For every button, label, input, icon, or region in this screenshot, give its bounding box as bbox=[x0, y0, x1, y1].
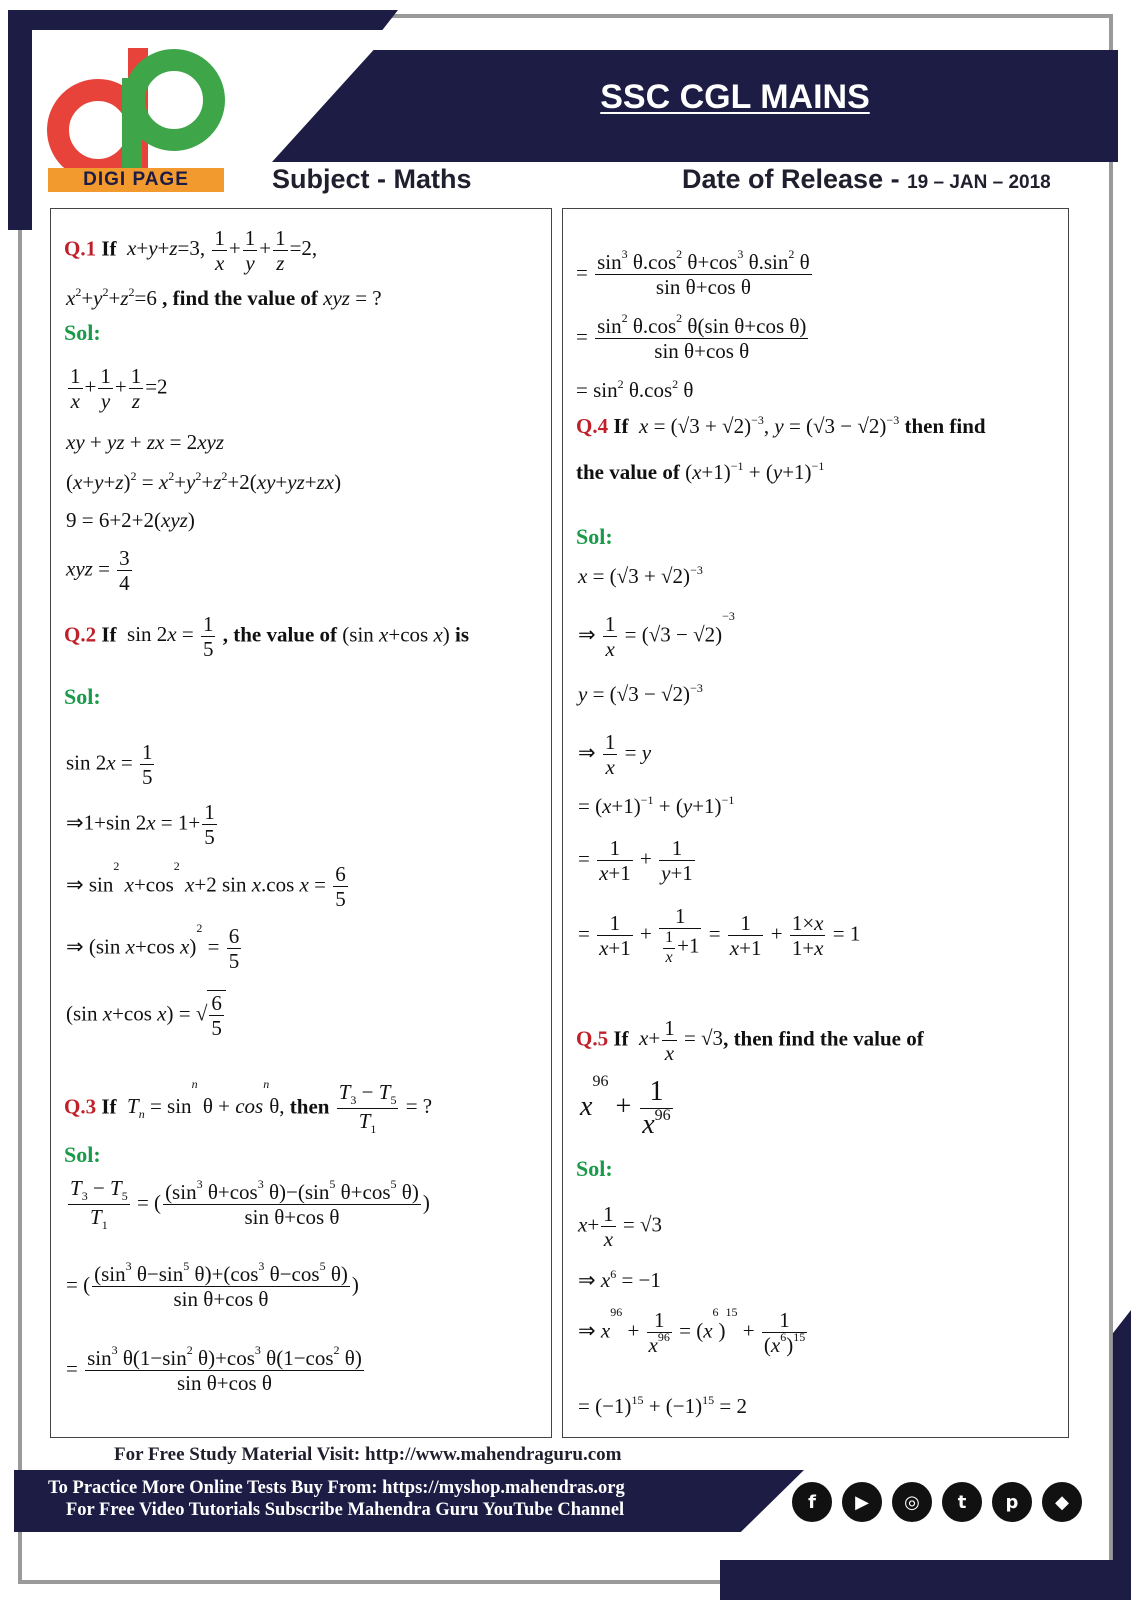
release-date: 19 – JAN – 2018 bbox=[907, 172, 1051, 193]
twitter-icon[interactable]: t bbox=[940, 1480, 984, 1524]
q4-line1: Q.4 If $x = (√3 + √2)^{-3}$, $y = (√3 - √2)^{-3}$ then find bbox=[576, 413, 986, 438]
q3-step1: $\frac{T_3 - T_5}{T_1}$ = ( $\frac{(\sin^3 \theta+\cos^3 \theta)-(\sin^5 \theta+\cos^5 \theta)}{\text{sin θ+cos θ}}$ ) bbox=[70, 1176, 430, 1233]
social-icons bbox=[790, 1480, 1084, 1524]
page-title: SSC CGL MAINS bbox=[600, 78, 870, 116]
q3-sol-label: Sol: bbox=[64, 1142, 101, 1167]
instagram-icon[interactable]: ◎ bbox=[890, 1480, 934, 1524]
q1-step3: $(x+y+z)^2 = x^2+y^2+z^2+2(xy+yz+zx)$ bbox=[66, 469, 342, 494]
q2-step5: (sin x+cos x) = √ $\frac{6}{5}$ bbox=[66, 990, 226, 1040]
pinterest-icon[interactable]: p bbox=[990, 1480, 1034, 1524]
q5-line: Q.5 If x+ $\frac{1}{x}$ = √3, then find the value of bbox=[576, 1016, 924, 1066]
q5-step1: x+ $\frac{1}{x}$ = √3 bbox=[578, 1202, 663, 1252]
footer-youtube-text: For Free Video Tutorials Subscribe Mahendra Guru YouTube Channel bbox=[66, 1500, 625, 1520]
q3-step5: = $\frac{\sin^2 \theta.\cos^2 \theta(\sin \theta+\cos \theta)}{\text{sin θ+cos θ}}$ bbox=[576, 311, 807, 364]
frame-left-accent bbox=[8, 10, 32, 230]
logo-label: DIGI PAGE bbox=[48, 168, 224, 192]
q1-step4: 9 = 6+2+2(xyz) bbox=[66, 508, 195, 532]
q5-answer: = $(-1)^{15} + (-1)^{15} = 2$ bbox=[578, 1393, 747, 1418]
q3-line: Q.3 If $T_n = \sin^n \theta + \cos^n\theta$, then $\frac{T_3 - T_5}{T_1}$ = ? bbox=[64, 1077, 433, 1137]
q5-expression: $x^{96}$ + $\frac{1}{x^{96}}$ bbox=[580, 1073, 671, 1141]
q1-sol-label: Sol: bbox=[64, 320, 101, 345]
q3-step2: = ( $\frac{(\sin^3 \theta-\sin^5 \theta)+(\cos^3 \theta-\cos^5 \theta)}{\text{sin θ+cos θ}}$ ) bbox=[66, 1259, 359, 1312]
youtube-icon[interactable]: ▶ bbox=[840, 1480, 884, 1524]
q4-sol-label: Sol: bbox=[576, 524, 613, 549]
q4-step2: ⇒ $\frac{1}{x}$ = $(√3 - √2)^{-3}$ bbox=[578, 609, 735, 662]
q4-line2: the value of $(x+1)^{-1} + (y+1)^{-1}$ bbox=[576, 459, 825, 484]
q4-step6: = $\frac{1}{x+1}$ + $\frac{1}{y+1}$ bbox=[578, 836, 693, 886]
release-label: Date of Release - bbox=[682, 164, 908, 194]
release-info bbox=[682, 164, 1051, 195]
q3-answer: = $\sin^2 \theta.\cos^2$ θ bbox=[576, 377, 694, 402]
android-icon[interactable]: ◆ bbox=[1040, 1480, 1084, 1524]
q4-step5: = $(x+1)^{-1} + (y+1)^{-1}$ bbox=[578, 793, 735, 818]
q3-step3: = $\frac{\sin^3 \theta(1-\sin^2 \theta)+\cos^3 \theta(1-\cos^2 \theta)}{\text{sin θ+cos θ}}$ bbox=[66, 1343, 362, 1396]
q5-step2: ⇒ $x^6 = -1$ bbox=[578, 1267, 661, 1292]
q4-step4: ⇒ $\frac{1}{x}$ = y bbox=[578, 730, 652, 780]
q1-line2: $x^2+y^2+z^2=6$ , find the value of xyz = ? bbox=[66, 285, 382, 310]
frame-bottom-accent bbox=[720, 1560, 1131, 1600]
q5-step3: ⇒ $x^{96}$ + $\frac{1}{x^{96}}$ = $(x^6)^{15}$ + $\frac{1}{(x^6)^{15}}$ bbox=[578, 1305, 806, 1358]
q1-step2: xy + yz + zx = 2xyz bbox=[66, 430, 225, 454]
q2-step4: ⇒ (sin x+cos x)$^2$ = $\frac{6}{5}$ bbox=[66, 921, 240, 974]
q2-step2: ⇒1+sin 2x = 1+ $\frac{1}{5}$ bbox=[66, 800, 215, 850]
q1-step1: $\frac{1}{x}$ + $\frac{1}{y}$ + $\frac{1}{z}$ =2 bbox=[70, 364, 168, 414]
frame-top-accent bbox=[8, 10, 398, 30]
q2-step1: sin 2x = $\frac{1}{5}$ bbox=[66, 740, 153, 790]
footer-visit-link[interactable]: For Free Study Material Visit: http://www.mahendraguru.com bbox=[114, 1444, 622, 1465]
subject-label: Subject - Maths bbox=[272, 164, 472, 194]
facebook-icon[interactable]: f bbox=[790, 1480, 834, 1524]
q5-sol-label: Sol: bbox=[576, 1156, 613, 1181]
q1-line1: Q.1 If x+y+z=3, $\frac{1}{x}$ + $\frac{1}{y}$ + $\frac{1}{z}$ =2, bbox=[64, 226, 318, 276]
q2-step3: ⇒ $\sin^2 x+\cos^2$ x+2 sin x.cos x = $\frac{6}{5}$ bbox=[66, 859, 346, 912]
q4-step7: = $\frac{1}{x+1}$ + 1 $\frac{1}{x}$ +1 = $\frac{1}{x+1}$ + $\frac{1\times x}{1+x}$ = 1 bbox=[578, 904, 861, 966]
q4-step1: $x = (√3 + √2)^{-3}$ bbox=[578, 563, 703, 588]
q2-sol-label: Sol: bbox=[64, 684, 101, 709]
q3-step4: = $\frac{\sin^3 \theta.\cos^2 \theta+\cos^3 \theta.\sin^2 \theta}{\text{sin θ+cos θ}}$ bbox=[576, 247, 810, 300]
q2-line: Q.2 If sin 2x = $\frac{1}{5}$ , the value of (sin x+cos x) is bbox=[64, 612, 470, 662]
footer-shop-link[interactable]: To Practice More Online Tests Buy From: https://myshop.mahendras.org bbox=[48, 1478, 625, 1498]
q4-step3: $y = (√3 - √2)^{-3}$ bbox=[578, 681, 703, 706]
q1-step5: xyz = $\frac{3}{4}$ bbox=[66, 546, 130, 596]
